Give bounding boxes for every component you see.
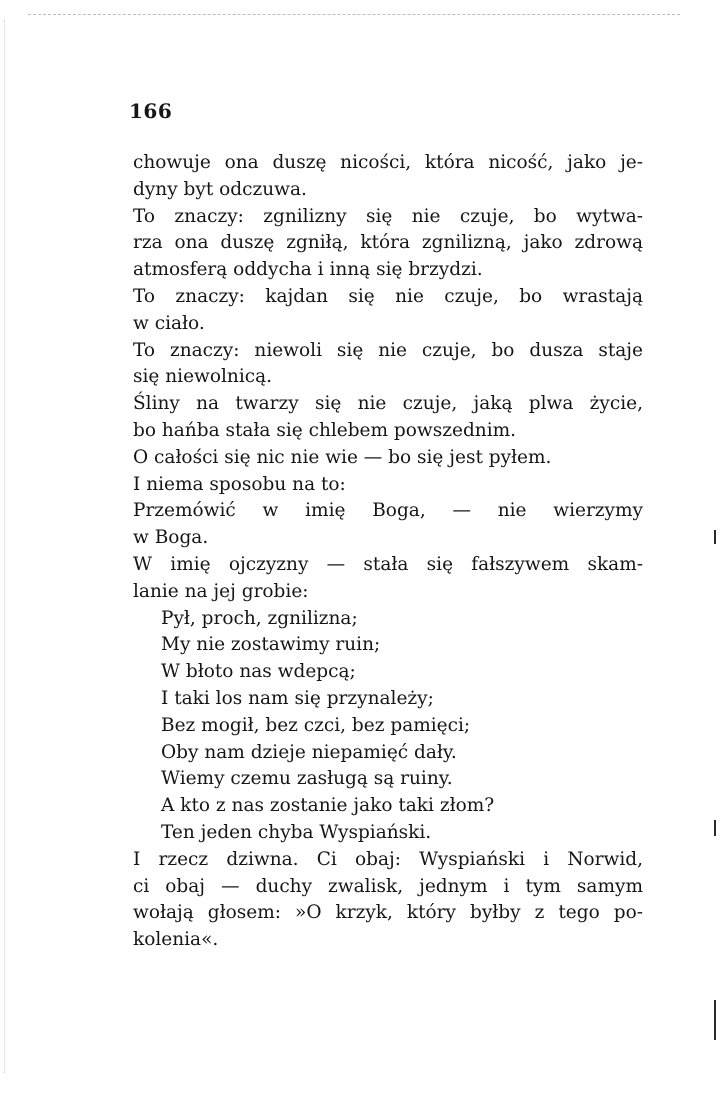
verse-line: W błoto nas wdepcą; [161, 661, 356, 683]
text-line: atmosferą oddycha i inną się brzydzi. [133, 259, 483, 281]
text-line: Śliny na twarzy się nie czuje, jaką plwa życie, [133, 393, 643, 415]
text-line: bo hańba stała się chlebem powszednim. [133, 419, 517, 441]
text-line: się niewolnicą. [133, 366, 273, 388]
text-line: chowuje ona duszę nicości, która nicość, jako je- [133, 152, 643, 173]
text-line: lanie na jej grobie: [133, 580, 309, 602]
scan-edge-mark [714, 530, 716, 544]
paragraph [133, 338, 643, 392]
paragraph [133, 498, 643, 552]
paragraph [133, 552, 643, 606]
paragraph [133, 847, 643, 954]
text-line: To znaczy: kajdan się nie czuje, bo wrastają [133, 285, 643, 307]
page-text [133, 150, 643, 954]
paragraphs-bottom [133, 847, 643, 954]
verse-block [133, 606, 643, 847]
paragraph [133, 150, 643, 204]
text-line: rza ona duszę zgniłą, która zgnilizną, jako zdrową [133, 232, 643, 254]
text-line: W imię ojczyzny — stała się fałszywem skam- [133, 553, 643, 575]
verse-line: Pył, proch, zgnilizna; [161, 607, 358, 629]
scan-edge-mark [714, 820, 716, 836]
verse-line: Ten jeden chyba Wyspiański. [161, 821, 432, 843]
text-line: I rzecz dziwna. Ci obaj: Wyspiański i Norwid, [133, 848, 643, 870]
text-line: I niema sposobu na to: [133, 473, 346, 495]
paragraph [133, 445, 643, 472]
paragraph [133, 204, 643, 284]
scan-left-edge [4, 20, 5, 1073]
verse-line: Wiemy czemu zasługą są ruiny. [161, 768, 453, 790]
paragraph [133, 284, 643, 338]
text-line: O całości się nic nie wie — bo się jest pyłem. [133, 446, 552, 468]
text-line: dyny byt odczuwa. [133, 178, 307, 200]
paragraph [133, 391, 643, 445]
verse-line: Oby nam dzieje niepamięć dały. [161, 741, 457, 763]
text-line: To znaczy: zgnilizny się nie czuje, bo wytwa- [133, 205, 643, 227]
scan-top-edge [28, 14, 680, 15]
text-line: To znaczy: niewoli się nie czuje, bo dusza staje [133, 339, 643, 361]
verse-line: I taki los nam się przynależy; [161, 687, 434, 709]
paragraphs-top [133, 150, 643, 606]
paragraph [133, 472, 643, 499]
text-line: kolenia«. [133, 929, 219, 951]
text-line: ci obaj — duchy zwalisk, jednym i tym samym [133, 875, 643, 897]
text-line: w Boga. [133, 527, 209, 549]
verse-line: A kto z nas zostanie jako taki złom? [161, 795, 495, 817]
text-line: wołają głosem: »O krzyk, który byłby z tego po- [133, 902, 643, 924]
page-number: 166 [129, 99, 173, 123]
text-line: Przemówić w imię Boga, — nie wierzymy [133, 500, 643, 522]
verse-line: Bez mogił, bez czci, bez pamięci; [161, 714, 471, 736]
scan-edge-mark [714, 1000, 716, 1040]
text-line: w ciało. [133, 312, 205, 334]
scan-right-edge [710, 0, 718, 1093]
verse-line: My nie zostawimy ruin; [161, 634, 381, 656]
